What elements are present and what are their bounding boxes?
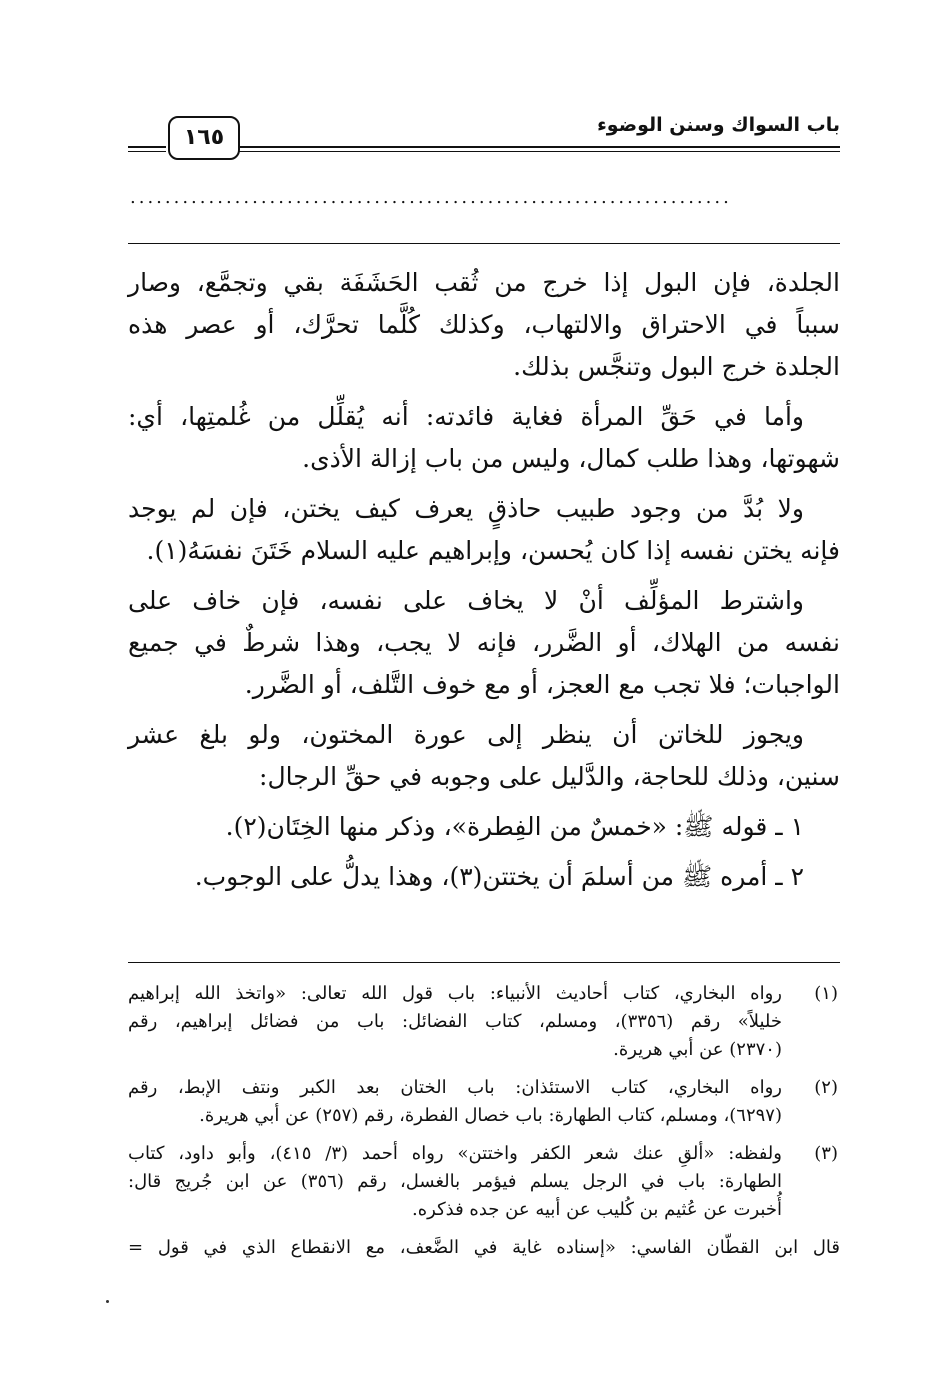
main-text xyxy=(128,262,840,898)
margin-mark xyxy=(106,1300,109,1303)
footnote-line: الطهارة: باب في الرجل يسلم فيؤمر بالغسل، رقم (٣٥٦) عن ابن جُريج قال: xyxy=(128,1171,783,1192)
text-line: شهوتها، وهذا طلب كمال، وليس من باب إزالة الأذى. xyxy=(302,444,840,473)
text-line: ويجوز للخاتن أن ينظر إلى عورة المختون، ولو بلغ عشر xyxy=(128,720,804,749)
text-line: ولا بُدَّ من وجود طبيب حاذقٍ يعرف كيف يختن، فإن لم يوجد xyxy=(128,494,804,523)
header-rule xyxy=(238,146,840,148)
footnote-line: رواه البخاري، كتاب أحاديث الأنبياء: باب قول الله تعالى: «واتخذ الله إبراهيم xyxy=(128,983,782,1004)
text-line: نفسه من الهلاك، أو الضَّرر، فإنه لا يجب، وهذا شرطٌ في جميع xyxy=(128,628,840,657)
page-number: ١٦٥ xyxy=(168,116,240,160)
footnote-continuation: قال ابن القطّان الفاسي: «إسناده غاية في الضَّعف، مع الانقطاع الذي في قول = xyxy=(128,1237,840,1258)
footnote xyxy=(128,1074,840,1130)
dotted-separator: ..................................................................... xyxy=(130,188,732,208)
text-line: فإنه يختن نفسه إذا كان يُحسن، وإبراهيم عليه السلام خَتَنَ نفسَهُ(١). xyxy=(146,536,840,565)
footnotes xyxy=(128,980,840,1262)
running-header xyxy=(128,110,840,158)
footnote-line: (٦٢٩٧)، ومسلم، كتاب الطهارة: باب خصال الفطرة، رقم (٢٥٧) عن أبي هريرة. xyxy=(199,1105,782,1126)
top-rule xyxy=(128,243,840,244)
header-rule-left-thin xyxy=(128,151,166,152)
text-line: سنين، وذلك للحاجة، والدَّليل على وجوبه في حقِّ الرجال: xyxy=(259,762,840,791)
list-item: ١ ـ قوله ﷺ: «خمسٌ من الفِطرة»، وذكر منها الخِتَان(٢). xyxy=(225,812,804,841)
footnote xyxy=(128,980,840,1064)
list-item: ٢ ـ أمره ﷺ من أسلمَ أن يختتن(٣)، وهذا يدلُّ على الوجوب. xyxy=(194,862,804,891)
chapter-title: باب السواك وسنن الوضوء xyxy=(597,114,840,136)
text-line: الواجبات؛ فلا تجب مع العجز، أو مع خوف التَّلف، أو الضَّرر. xyxy=(244,670,840,699)
text-line: واشترط المؤلِّف أنْ لا يخاف على نفسه، فإن خاف على xyxy=(128,586,804,615)
header-rule-thin xyxy=(238,151,840,152)
footnote-rule xyxy=(128,962,840,963)
footnote-number: (٢) xyxy=(814,1077,838,1098)
text-line: الجلدة، فإن البول إذا خرج من ثُقب الحَشَفَة بقي وتجمَّع، وصار xyxy=(128,268,840,297)
text-line: وأما في حَقِّ المرأة فغاية فائدته: أنه يُقلِّل من غُلمتِها، أي: xyxy=(128,402,804,431)
footnote-line: أُخبرت عن عُثيم بن كُليب عن أبيه عن جده فذكره. xyxy=(412,1199,782,1220)
footnote-line: خليلاً» رقم (٣٣٥٦)، ومسلم، كتاب الفضائل: باب من فضائل إبراهيم، رقم xyxy=(128,1011,783,1032)
footnote-line: رواه البخاري، كتاب الاستئذان: باب الختان بعد الكبر ونتف الإبط، رقم xyxy=(128,1077,782,1098)
text-line: سبباً في الاحتراق والالتهاب، وكذلك كُلَّما تحرَّك، أو عصر هذه xyxy=(128,310,840,339)
footnote-number: (١) xyxy=(814,983,838,1004)
footnote-line: ولفظه: «ألقِ عنك شعر الكفر واختتن» رواه أحمد (٣/ ٤١٥)، وأبو داود، كتاب xyxy=(128,1143,782,1164)
text-line: الجلدة خرج البول وتنجَّس بذلك. xyxy=(513,352,840,381)
footnote-line: (٢٣٧٠) عن أبي هريرة. xyxy=(613,1039,782,1060)
footnote-number: (٣) xyxy=(814,1143,838,1164)
footnote xyxy=(128,1140,840,1224)
header-rule-left xyxy=(128,146,166,148)
